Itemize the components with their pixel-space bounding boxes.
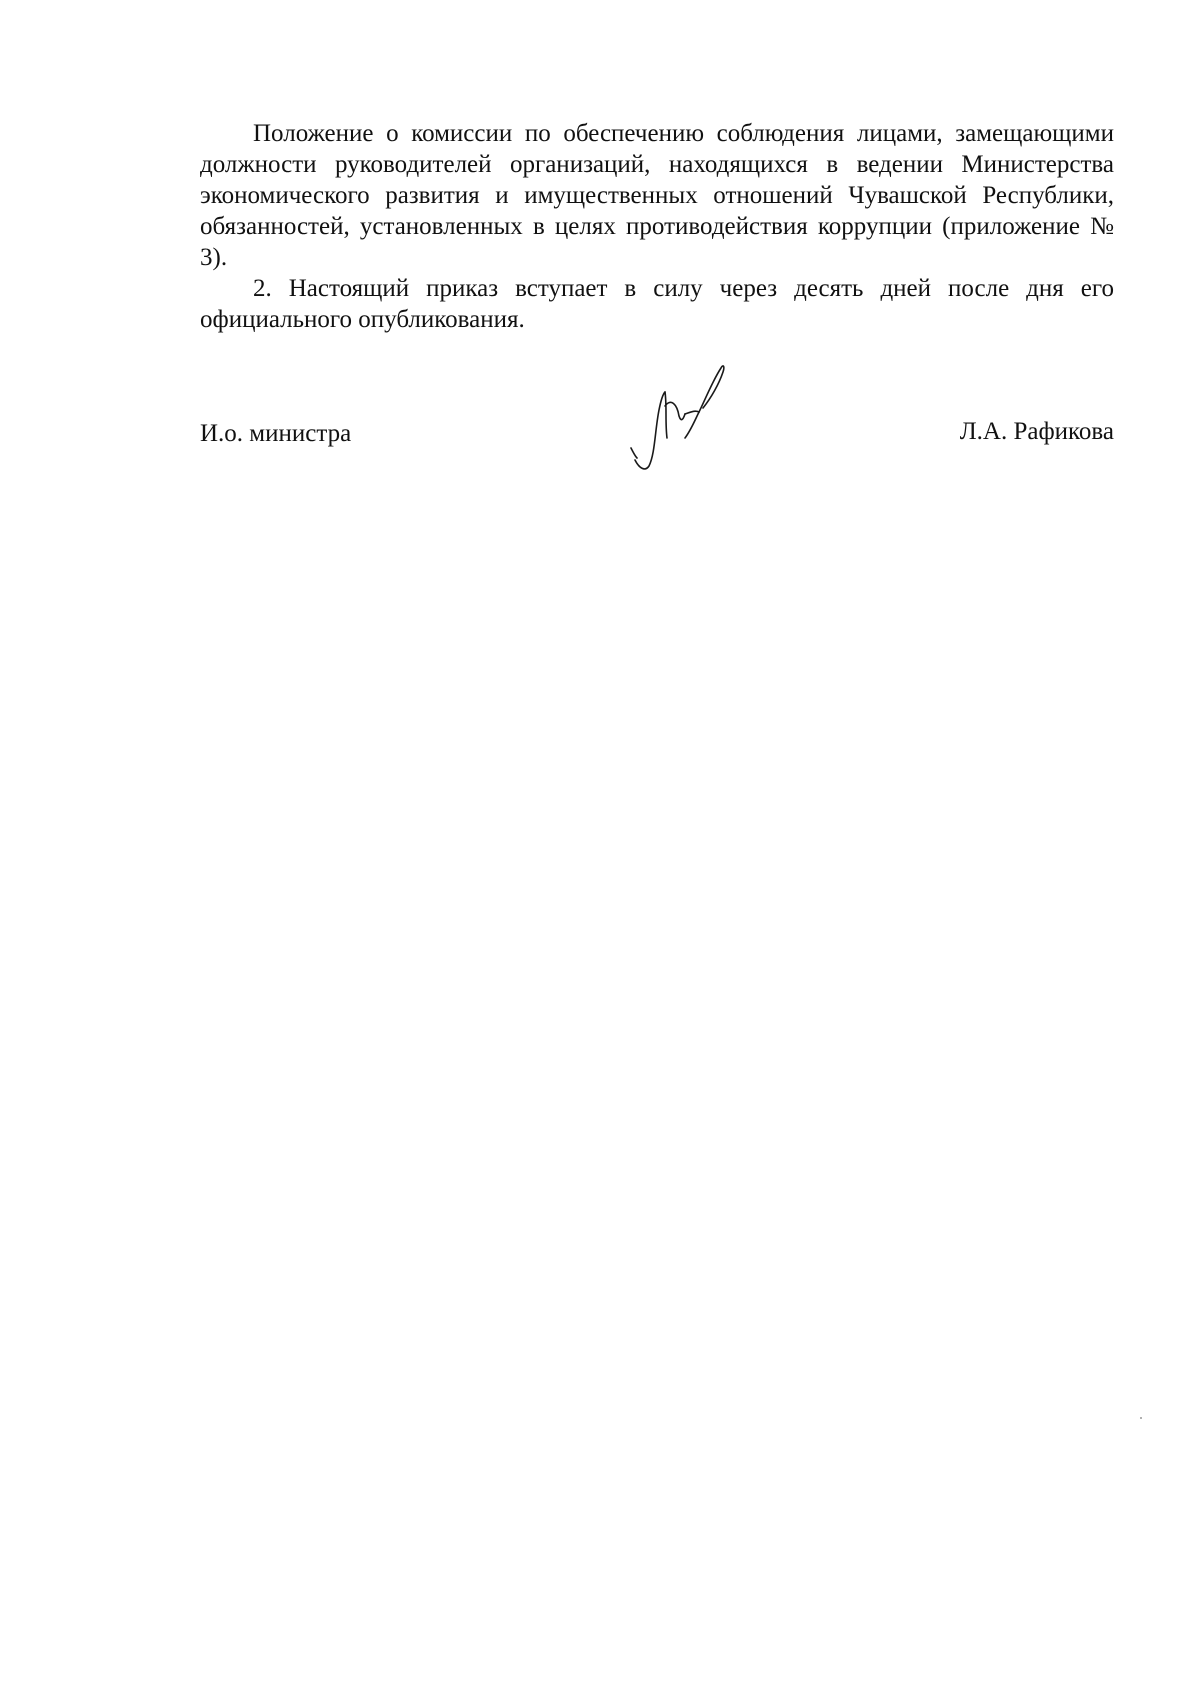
signatory-name: Л.А. Рафикова bbox=[959, 418, 1114, 445]
handwritten-signature bbox=[625, 360, 745, 480]
paragraph-effective-date: 2. Настоящий приказ вступает в силу через десять дней после дня его официального опубликования. bbox=[200, 275, 1114, 333]
paragraph-appendix-3: Положение о комиссии по обеспечению соблюдения лицами, замещающими должности руководителей организаций, находящихся в ведении Министерства экономического развития и имущественных отношений Чувашской Республики, обязанностей, установленных в целях противодействия коррупции (приложение № 3). bbox=[200, 120, 1114, 271]
signatory-role: И.о. министра bbox=[200, 420, 352, 447]
scan-speck bbox=[1140, 1417, 1142, 1419]
document-body bbox=[200, 118, 1114, 335]
